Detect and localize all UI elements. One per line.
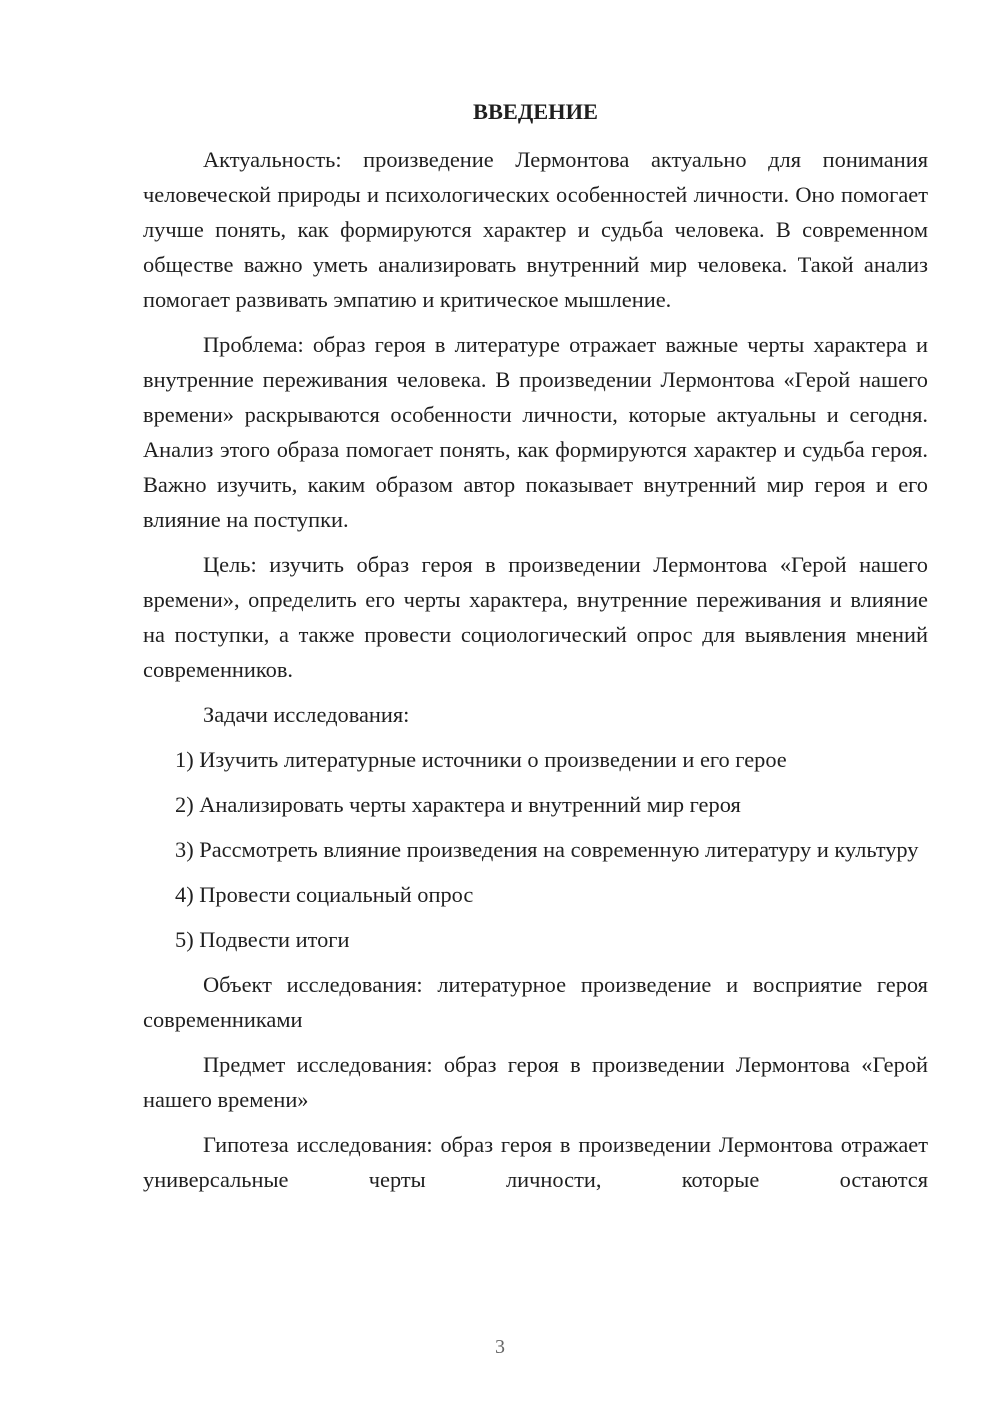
task-item-4: 4) Провести социальный опрос bbox=[175, 882, 474, 907]
relevance-paragraph: Актуальность: произведение Лермонтова актуально для понимания человеческой природы и психологических особенностей личности. Оно помогает лучше понять, как формируются характер и судьба человека. В современном обществе важно уметь анализировать внутренний мир человека. Такой анализ помогает развивать эмпатию и критическое мышление. bbox=[143, 147, 928, 312]
task-item-2: 2) Анализировать черты характера и внутренний мир героя bbox=[175, 792, 741, 817]
goal-paragraph: Цель: изучить образ героя в произведении Лермонтова «Герой нашего времени», определить его черты характера, внутренние переживания и влияние на поступки, а также провести социологический опрос для выявления мнений современников. bbox=[143, 552, 928, 682]
task-item-5: 5) Подвести итоги bbox=[175, 927, 350, 952]
problem-paragraph: Проблема: образ героя в литературе отражает важные черты характера и внутренние переживания человека. В произведении Лермонтова «Герой нашего времени» раскрываются особенности личности, которые актуальны и сегодня. Анализ этого образа помогает понять, как формируются характер и судьба героя. Важно изучить, каким образом автор показывает внутренний мир героя и его влияние на поступки. bbox=[143, 332, 928, 532]
task-item-1: 1) Изучить литературные источники о произведении и его герое bbox=[175, 747, 787, 772]
tasks-title: Задачи исследования: bbox=[203, 702, 410, 727]
subject-paragraph: Предмет исследования: образ героя в произведении Лермонтова «Герой нашего времени» bbox=[143, 1052, 928, 1112]
object-paragraph: Объект исследования: литературное произведение и восприятие героя современниками bbox=[143, 972, 928, 1032]
page-heading: ВВЕДЕНИЕ bbox=[473, 99, 598, 124]
task-item-3: 3) Рассмотреть влияние произведения на современную литературу и культуру bbox=[175, 837, 919, 862]
page-number: 3 bbox=[495, 1336, 505, 1358]
hypothesis-paragraph: Гипотеза исследования: образ героя в произведении Лермонтова отражает универсальные черты личности, которые остаются bbox=[143, 1132, 928, 1192]
page-content bbox=[143, 94, 928, 1207]
